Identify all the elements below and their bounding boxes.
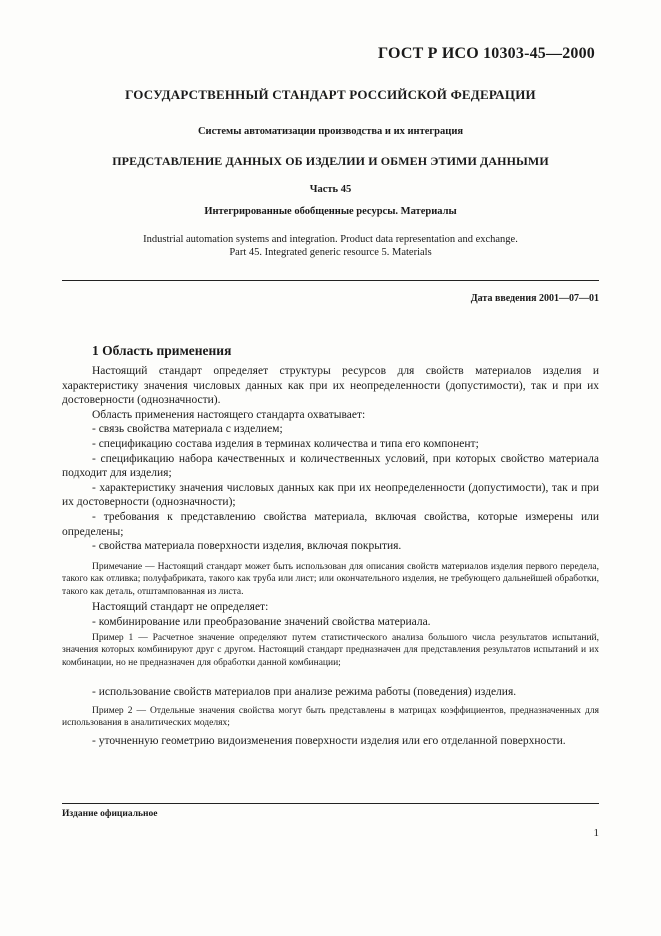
exclusion-item-block: [62, 734, 599, 749]
footer-divider: [62, 803, 599, 804]
list-item: - требования к представлению свойства материала, включая свойства, которые измерены или определены;: [62, 510, 599, 538]
example-2: [62, 705, 599, 730]
systems-title: Системы автоматизации производства и их интеграция: [197, 126, 464, 137]
introduction-date: Дата введения 2001—07—01: [470, 293, 599, 304]
part-number: Часть 45: [309, 184, 352, 195]
english-title: [60, 233, 601, 259]
state-standard-heading: ГОСУДАРСТВЕННЫЙ СТАНДАРТ РОССИЙСКОЙ ФЕДЕРАЦИИ: [125, 87, 536, 102]
exclusions-block: [62, 600, 599, 629]
scope-body: [62, 364, 599, 554]
note-text: Примечание — Настоящий стандарт может быть использован для описания свойств материалов изделия первого передела, такого как отливка; полуфабриката, такого как труба или лист; или окончательного изделия, не требующего дальнейшей обработки, такого как деталь, отштампованная из листа.: [62, 562, 599, 597]
example-text: Пример 1 — Расчетное значение определяют путем статистического анализа большого числа результатов испытаний, значения которых комбинируют друг с другом. Настоящий стандарт предназначен для представления результатов испытаний и их комбинации, но не предназначен для обработки данной комбинации;: [62, 633, 599, 668]
list-item: - характеристику значения числовых данных как при их неопределенности (допустимости), так и при их достоверности (однозначности);: [62, 481, 599, 509]
english-title-line1: Industrial automation systems and integration. Product data representation and exchange.: [143, 234, 518, 245]
part-title: Интегрированные обобщенные ресурсы. Материалы: [204, 206, 457, 217]
paragraph: Настоящий стандарт не определяет:: [92, 601, 269, 613]
list-item: - спецификацию набора качественных и количественных условий, при которых свойство материала подходит для изделия;: [62, 452, 599, 480]
paragraph: Настоящий стандарт определяет структуры ресурсов для свойств материалов изделия и характеристику значения числовых данных как при их неопределенности (допустимости), так и при их достоверности (однозначности).: [62, 365, 599, 407]
list-item: - уточненную геометрию видоизменения поверхности изделия или его отделанной поверхности.: [92, 735, 566, 747]
note: [62, 561, 599, 598]
page-number: 1: [593, 827, 599, 839]
list-item: - использование свойств материалов при анализе режима работы (поведения) изделия.: [92, 686, 517, 698]
main-title: ПРЕДСТАВЛЕНИЕ ДАННЫХ ОБ ИЗДЕЛИИ И ОБМЕН ЭТИМИ ДАННЫМИ: [112, 154, 549, 168]
document-code: ГОСТ Р ИСО 10303-45—2000: [378, 45, 595, 62]
example-text: Пример 2 — Отдельные значения свойства могут быть представлены в матрицах коэффициентов, предназначенных для использования в аналитических моделях;: [62, 706, 599, 729]
exclusion-item-block: [62, 685, 599, 700]
list-item: - спецификацию состава изделия в терминах количества и типа его компонент;: [92, 437, 479, 450]
list-item: - свойства материала поверхности изделия, включая покрытия.: [92, 540, 402, 553]
paragraph: Область применения настоящего стандарта охватывает:: [92, 408, 366, 421]
example-1: [62, 632, 599, 669]
title-divider: [62, 280, 599, 281]
english-title-line2: Part 45. Integrated generic resource 5. Materials: [229, 247, 432, 258]
list-item: - комбинирование или преобразование значений свойства материала.: [92, 615, 431, 628]
section-heading: 1 Область применения: [92, 343, 232, 358]
edition-label: Издание официальное: [62, 809, 158, 819]
list-item: - связь свойства материала с изделием;: [92, 423, 283, 436]
